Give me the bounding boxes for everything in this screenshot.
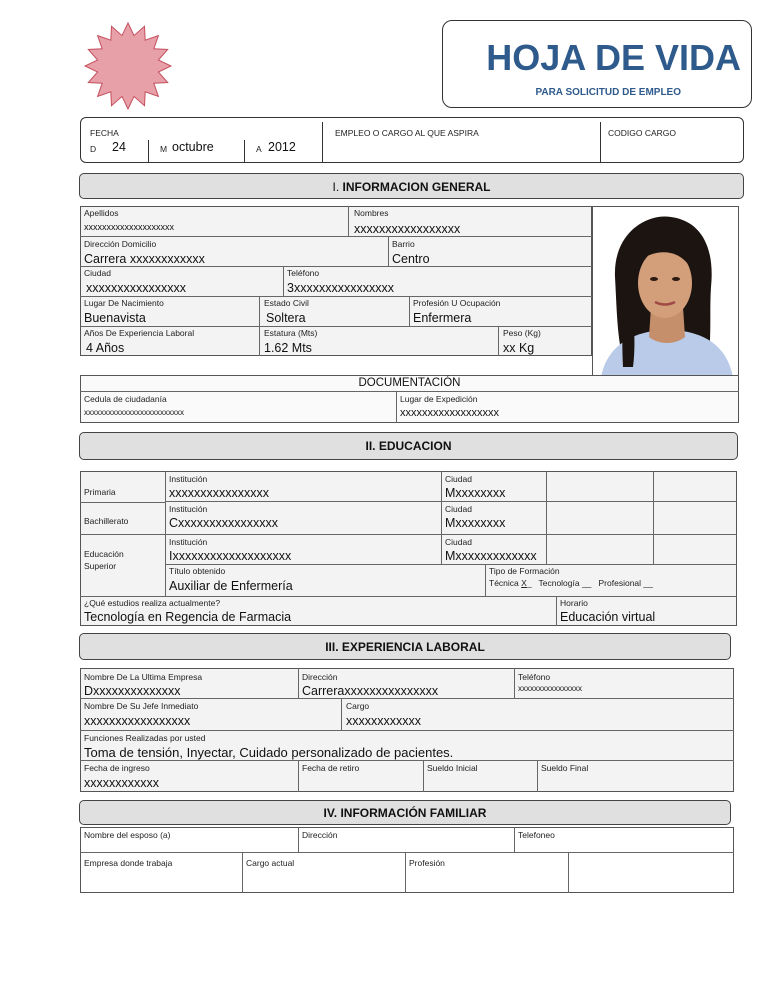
sup-inst-label: Institución: [169, 537, 208, 547]
fam-empresa-label: Empresa donde trabaja: [84, 858, 173, 868]
superior-label-2: Superior: [84, 561, 117, 571]
profile-photo: [592, 206, 739, 376]
sueldo-inicial-label: Sueldo Inicial: [427, 763, 478, 773]
barrio-label: Barrio: [392, 239, 415, 249]
section-familiar-header: IV. INFORMACIÓN FAMILIAR: [79, 800, 731, 825]
sueldo-final-label: Sueldo Final: [541, 763, 589, 773]
codigo-label: CODIGO CARGO: [608, 128, 677, 138]
primaria-label: Primaria: [84, 487, 116, 497]
nacimiento-label: Lugar De Nacimiento: [84, 298, 164, 308]
primaria-inst-value: xxxxxxxxxxxxxxxx: [169, 486, 269, 500]
profesion-value: Enfermera: [413, 311, 472, 325]
apellidos-value: xxxxxxxxxxxxxxxxxxxx: [84, 222, 174, 232]
nombres-value: xxxxxxxxxxxxxxxxx: [354, 222, 461, 236]
experiencia-label: Años De Experiencia Laboral: [84, 328, 195, 338]
tipo-label: Tipo de Formación: [489, 566, 560, 576]
ciudad-value: xxxxxxxxxxxxxxxx: [86, 281, 186, 295]
day-value: 24: [112, 140, 126, 154]
profesion-label: Profesión U Ocupación: [413, 298, 501, 308]
fecha-label: FECHA: [90, 128, 119, 138]
d-label: D: [90, 144, 97, 154]
horario-label: Horario: [560, 598, 588, 608]
esposo-label: Nombre del esposo (a): [84, 830, 171, 840]
section-laboral-header: III. EXPERIENCIA LABORAL: [79, 633, 731, 660]
jefe-value: xxxxxxxxxxxxxxxxx: [84, 714, 191, 728]
bach-inst-value: Cxxxxxxxxxxxxxxxx: [169, 516, 279, 530]
section-educacion-header: II. EDUCACION: [79, 432, 738, 460]
telefono-label: Teléfono: [287, 268, 320, 278]
fam-telefono-label: Telefoneo: [518, 830, 555, 840]
estatura-label: Estatura (Mts): [264, 328, 318, 338]
apellidos-label: Apellidos: [84, 208, 119, 218]
civil-value: Soltera: [266, 311, 306, 325]
primaria-inst-label: Institución: [169, 474, 208, 484]
horario-value: Educación virtual: [560, 610, 656, 624]
month-value: octubre: [172, 140, 214, 154]
jefe-label: Nombre De Su Jefe Inmediato: [84, 701, 199, 711]
lab-telefono-value: xxxxxxxxxxxxxxxx: [518, 684, 582, 693]
fam-direccion-label: Dirección: [302, 830, 338, 840]
direccion-value: Carrera xxxxxxxxxxxx: [84, 252, 205, 266]
sup-ciudad-label: Ciudad: [445, 537, 472, 547]
experiencia-value: 4 Años: [86, 341, 125, 355]
direccion-label: Dirección Domicilio: [84, 239, 157, 249]
retiro-label: Fecha de retiro: [302, 763, 360, 773]
estatura-value: 1.62 Mts: [264, 341, 312, 355]
funciones-value: Toma de tensión, Inyectar, Cuidado personalizado de pacientes.: [84, 745, 454, 760]
peso-label: Peso (Kg): [503, 328, 541, 338]
titulo-label: Título obtenido: [169, 566, 226, 576]
nacimiento-value: Buenavista: [84, 311, 146, 325]
familiar-table: [80, 827, 734, 893]
funciones-label: Funciones Realizadas por usted: [84, 733, 206, 743]
cargo-value: xxxxxxxxxxxx: [346, 714, 421, 728]
lab-telefono-label: Teléfono: [518, 672, 551, 682]
lab-direccion-label: Dirección: [302, 672, 338, 682]
m-label: M: [160, 144, 168, 154]
nombres-label: Nombres: [354, 208, 389, 218]
cedula-label: Cedula de ciudadanía: [84, 394, 167, 404]
title-box: [442, 20, 752, 108]
expedicion-value: xxxxxxxxxxxxxxxxxx: [400, 407, 499, 419]
expedicion-label: Lugar de Expedición: [400, 394, 478, 404]
superior-label-1: Educación: [84, 549, 124, 559]
sup-ciudad-value: Mxxxxxxxxxxxxx: [445, 549, 537, 563]
sup-inst-value: Ixxxxxxxxxxxxxxxxxxx: [169, 549, 292, 563]
primaria-ciudad-label: Ciudad: [445, 474, 472, 484]
page-subtitle: PARA SOLICITUD DE EMPLEO: [535, 87, 681, 98]
barrio-value: Centro: [392, 252, 430, 266]
fam-cargo-label: Cargo actual: [246, 858, 295, 868]
a-label: A: [256, 144, 262, 154]
titulo-value: Auxiliar de Enfermería: [169, 579, 293, 593]
bach-ciudad-value: Mxxxxxxxx: [445, 516, 506, 530]
lab-direccion-value: Carreraxxxxxxxxxxxxxxx: [302, 684, 439, 698]
cedula-value: xxxxxxxxxxxxxxxxxxxxxxxxx: [84, 408, 184, 417]
bach-inst-label: Institución: [169, 504, 208, 514]
peso-value: xx Kg: [503, 341, 535, 355]
documentacion-header: DOCUMENTACIÓN: [358, 377, 461, 389]
empleo-label: EMPLEO O CARGO AL QUE ASPIRA: [335, 128, 479, 138]
estudios-value: Tecnología en Regencia de Farmacia: [84, 610, 292, 624]
empresa-value: Dxxxxxxxxxxxxxx: [84, 684, 181, 698]
bach-ciudad-label: Ciudad: [445, 504, 472, 514]
estudios-label: ¿Qué estudios realiza actualmente?: [84, 598, 221, 608]
year-value: 2012: [268, 140, 296, 154]
ingreso-label: Fecha de ingreso: [84, 763, 150, 773]
primaria-ciudad-value: Mxxxxxxxx: [445, 486, 506, 500]
civil-label: Estado Civil: [264, 298, 309, 308]
section-general-header: I. INFORMACION GENERAL: [79, 173, 744, 199]
ingreso-value: xxxxxxxxxxxx: [84, 776, 159, 790]
page-title: HOJA DE VIDA: [486, 37, 741, 78]
telefono-value: 3xxxxxxxxxxxxxxxx: [287, 281, 394, 295]
ciudad-label: Ciudad: [84, 268, 111, 278]
bachillerato-label: Bachillerato: [84, 516, 129, 526]
empresa-label: Nombre De La Ultima Empresa: [84, 672, 203, 682]
star-badge-icon: [82, 22, 174, 110]
fam-profesion-label: Profesión: [409, 858, 445, 868]
tipo-options: Técnica X_ Tecnología __ Profesional __: [489, 578, 653, 588]
cargo-label: Cargo: [346, 701, 370, 711]
